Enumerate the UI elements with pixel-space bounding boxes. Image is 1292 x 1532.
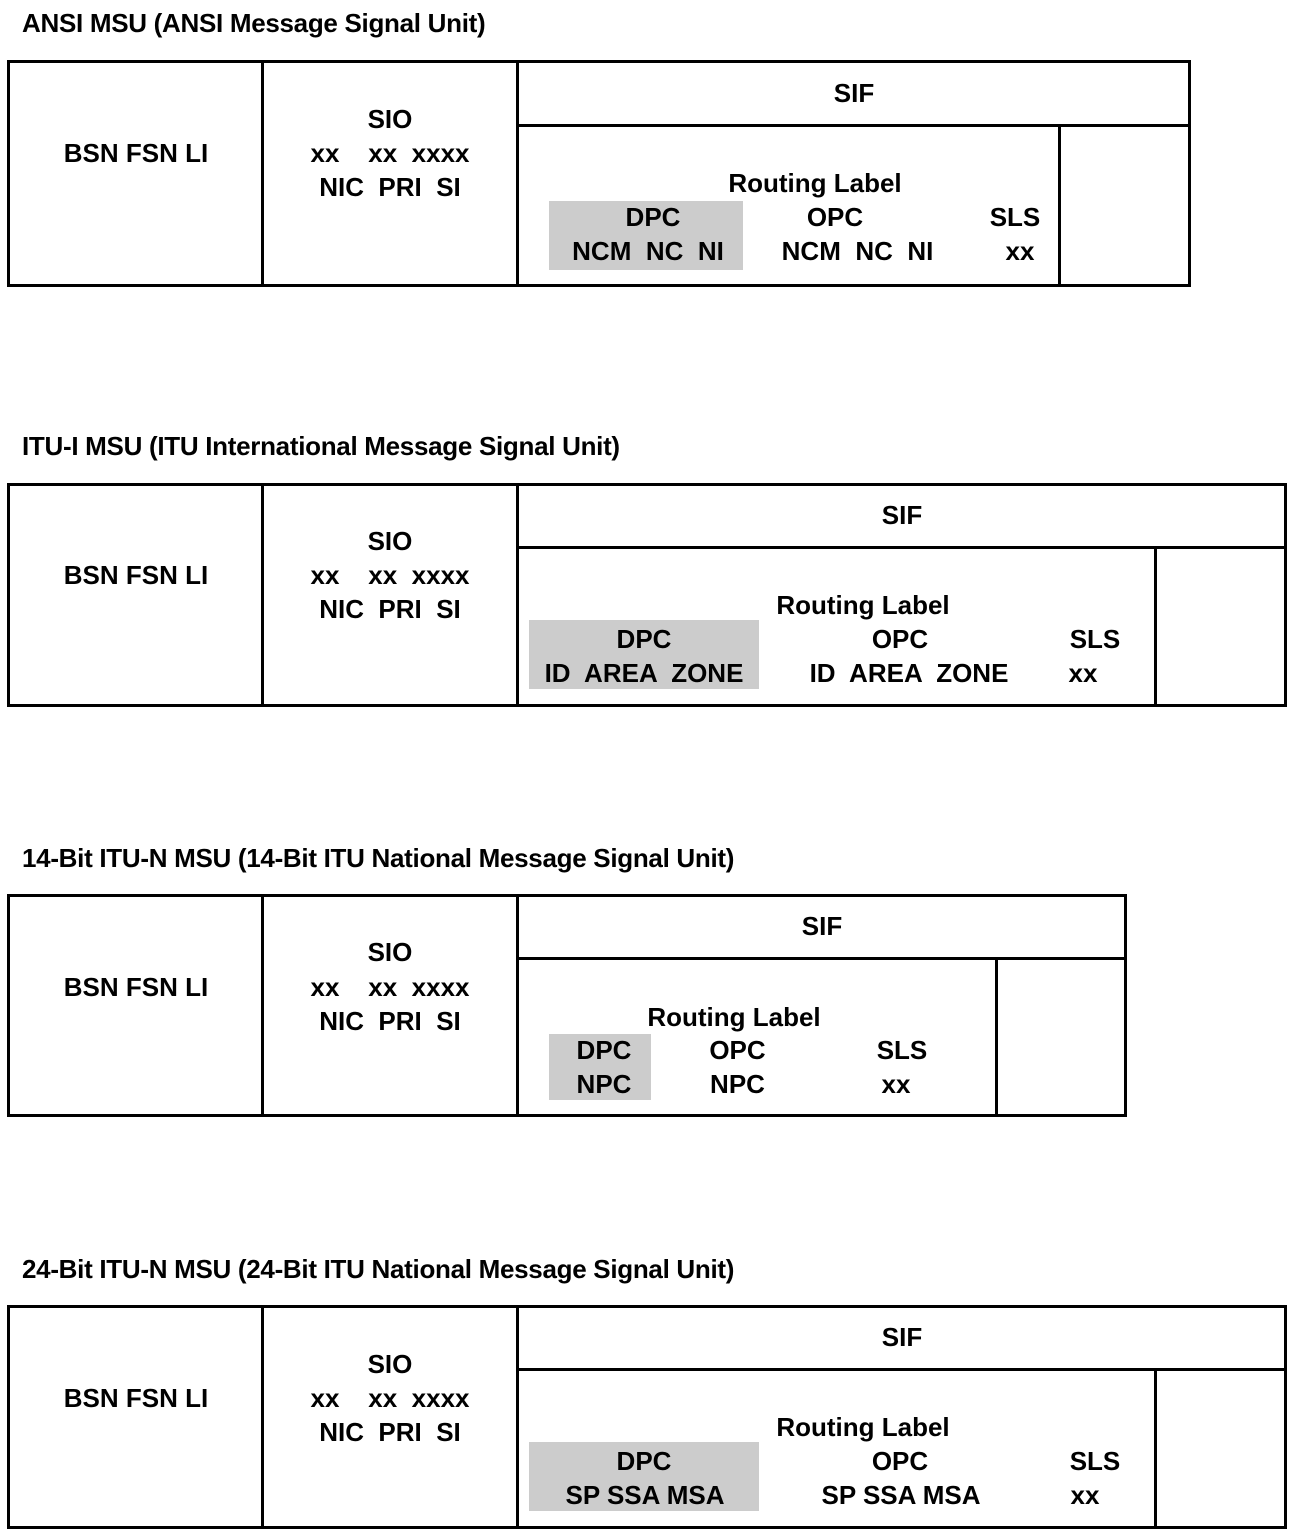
sif-label: SIF	[881, 500, 923, 530]
diagram-title: ITU-I MSU (ITU International Message Signal Unit)	[22, 431, 620, 461]
diagram-title: ANSI MSU (ANSI Message Signal Unit)	[22, 8, 486, 38]
divider	[995, 957, 998, 1117]
divider	[1154, 546, 1157, 707]
sls-label: SLS	[876, 1035, 928, 1065]
sio-fields: NIC PRI SI	[319, 594, 461, 624]
divider	[1154, 1368, 1157, 1529]
sio-label: SIO	[367, 104, 413, 134]
sif-divider	[516, 957, 1127, 960]
opc-fields: NPC	[710, 1069, 765, 1099]
dpc-label: DPC	[616, 624, 672, 654]
sif-divider	[516, 1368, 1287, 1371]
opc-fields: ID AREA ZONE	[809, 658, 1009, 688]
sio-values: xx xx xxxx	[310, 1383, 470, 1413]
sif-label: SIF	[801, 911, 843, 941]
sls-value: xx	[1070, 1480, 1100, 1510]
sls-label: SLS	[989, 202, 1041, 232]
dpc-label: DPC	[625, 202, 681, 232]
sls-label: SLS	[1069, 624, 1121, 654]
sif-label: SIF	[833, 78, 875, 108]
dpc-fields: ID AREA ZONE	[544, 658, 744, 688]
bsn-fsn-li-field: BSN FSN LI	[63, 1383, 209, 1413]
dpc-fields: SP SSA MSA	[565, 1480, 725, 1510]
bsn-fsn-li-field: BSN FSN LI	[63, 138, 209, 168]
sio-fields: NIC PRI SI	[319, 172, 461, 202]
sio-label: SIO	[367, 937, 413, 967]
sif-divider	[516, 546, 1287, 549]
divider	[1058, 124, 1061, 287]
dpc-fields: NCM NC NI	[572, 236, 724, 266]
sio-fields: NIC PRI SI	[319, 1417, 461, 1447]
routing-label-title: Routing Label	[728, 168, 902, 198]
routing-label-title: Routing Label	[776, 1412, 950, 1442]
sio-label: SIO	[367, 1349, 413, 1379]
dpc-fields: NPC	[576, 1069, 632, 1099]
opc-label: OPC	[871, 624, 929, 654]
sls-value: xx	[881, 1069, 911, 1099]
bsn-fsn-li-field: BSN FSN LI	[63, 972, 209, 1002]
sio-fields: NIC PRI SI	[319, 1006, 461, 1036]
sif-label: SIF	[881, 1322, 923, 1352]
diagram-title: 14-Bit ITU-N MSU (14-Bit ITU National Message Signal Unit)	[22, 843, 735, 873]
diagram-title: 24-Bit ITU-N MSU (24-Bit ITU National Message Signal Unit)	[22, 1254, 735, 1284]
sio-label: SIO	[367, 526, 413, 556]
opc-label: OPC	[709, 1035, 766, 1065]
routing-label-title: Routing Label	[776, 590, 950, 620]
dpc-label: DPC	[576, 1035, 632, 1065]
opc-label: OPC	[806, 202, 864, 232]
routing-label-title: Routing Label	[647, 1002, 821, 1032]
sls-value: xx	[1005, 236, 1035, 266]
sio-values: xx xx xxxx	[310, 138, 470, 168]
sio-values: xx xx xxxx	[310, 972, 470, 1002]
opc-fields: NCM NC NI	[781, 236, 934, 266]
opc-fields: SP SSA MSA	[821, 1480, 981, 1510]
sls-label: SLS	[1069, 1446, 1121, 1476]
opc-label: OPC	[871, 1446, 929, 1476]
bsn-fsn-li-field: BSN FSN LI	[63, 560, 209, 590]
sio-values: xx xx xxxx	[310, 560, 470, 590]
sls-value: xx	[1068, 658, 1098, 688]
dpc-label: DPC	[616, 1446, 672, 1476]
sif-divider	[516, 124, 1191, 127]
